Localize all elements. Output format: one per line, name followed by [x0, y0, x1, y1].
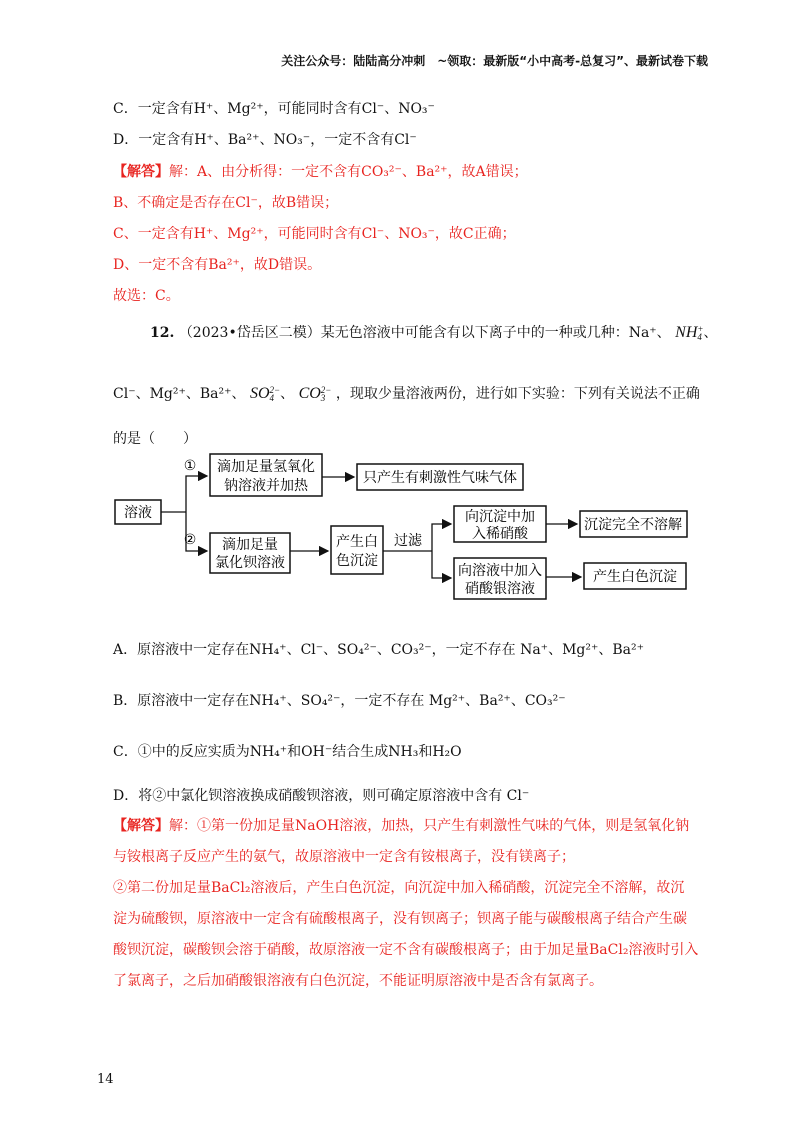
question-number: 12. — [150, 325, 175, 341]
answer-2-line-5: 了氯离子，之后加硝酸银溶液有白色沉淀，不能证明原溶液中是否含有氯离子。 — [113, 973, 603, 989]
page-header: 关注公众号：陆陆高分冲刺 ~领取：最新版“小中高考-总复习”、最新试卷下载 — [281, 54, 708, 68]
flow-naoh-line-2: 钠溶液并加热 — [224, 478, 308, 494]
question-ions: Cl⁻、Mg²⁺、Ba²⁺、 — [113, 386, 246, 402]
carbonate-formula: CO 2− 3 — [298, 385, 332, 404]
answer-2-tag: 【解答】 — [113, 818, 169, 834]
answer-2-text-0: 解：①第一份加足量NaOH溶液，加热，只产生有刺激性气味的气体，则是氢氧化钠 — [169, 818, 690, 834]
option-d-prev: D．一定含有H⁺、Ba²⁺、NO₃⁻，一定不含有Cl⁻ — [113, 132, 417, 148]
flow-precipitate-line-2: 色沉淀 — [336, 553, 378, 569]
flow-step2-label: ② — [183, 532, 197, 548]
question-stem: （2023•岱岳区二模）某无色溶液中可能含有以下离子中的一种或几种：Na⁺、 — [178, 325, 671, 341]
ammonium-formula: NH + 4 — [675, 324, 704, 343]
flow-acid-result: 沉淀完全不溶解 — [584, 517, 682, 533]
sulfate-formula: SO 2− 4 — [249, 385, 281, 404]
page-number: 14 — [97, 1072, 114, 1087]
option-d: D．将②中氯化钡溶液换成硝酸钡溶液，则可确定原溶液中含有 Cl⁻ — [113, 788, 530, 804]
flow-acid-line-2: 入稀硝酸 — [472, 526, 528, 542]
flow-silver-line-1: 向溶液中加入 — [458, 563, 542, 579]
answer-2-line-3: 淀为硫酸钡，原溶液中一定含有硫酸根离子，没有钡离子；钡离子能与碳酸根离子结合产生碳 — [113, 911, 687, 927]
answer-2-line-2: ②第二份加足量BaCl₂溶液后，产生白色沉淀，向沉淀中加入稀硝酸，沉淀完全不溶解，故沉 — [113, 880, 685, 896]
flow-step1-label: ① — [183, 458, 197, 474]
option-c: C．①中的反应实质为NH₄⁺和OH⁻结合生成NH₃和H₂O — [113, 744, 462, 760]
flow-filter-label: 过滤 — [394, 533, 422, 549]
flow-gas-result: 只产生有刺激性气味气体 — [363, 470, 517, 486]
answer-1-text-0: 解：A、由分析得：一定不含有CO₃²⁻、Ba²⁺，故A错误； — [169, 164, 528, 180]
answer-1-line-4: 故选：C。 — [113, 288, 180, 304]
flow-naoh-line-1: 滴加足量氢氧化 — [217, 459, 315, 475]
option-b: B．原溶液中一定存在NH₄⁺、SO₄²⁻，一定不存在 Mg²⁺、Ba²⁺、CO₃²⁻ — [113, 693, 566, 709]
flow-acid-line-1: 向沉淀中加 — [465, 509, 535, 525]
answer-2-line-1: 与铵根离子反应产生的氨气，故原溶液中一定含有铵根离子，没有镁离子； — [113, 849, 575, 865]
flow-bacl2-line-2: 氯化钡溶液 — [215, 555, 285, 571]
flow-silver-result: 产生白色沉淀 — [593, 569, 677, 585]
answer-1-line-3: D、一定不含有Ba²⁺，故D错误。 — [113, 257, 322, 273]
option-c-prev: C．一定含有H⁺、Mg²⁺，可能同时含有Cl⁻、NO₃⁻ — [113, 101, 435, 117]
answer-1-line-2: C、一定含有H⁺、Mg²⁺，可能同时含有Cl⁻、NO₃⁻，故C正确； — [113, 226, 516, 242]
option-a: A．原溶液中一定存在NH₄⁺、Cl⁻、SO₄²⁻、CO₃²⁻，一定不存在 Na⁺、Mg²⁺、Ba²⁺ — [113, 642, 645, 658]
answer-1-line-0 — [113, 163, 528, 181]
question-line-1: 12. （2023•岱岳区二模）某无色溶液中可能含有以下离子中的一种或几种：Na⁺、 NH + 4 、 — [150, 324, 718, 343]
question-tail: ，现取少量溶液两份，进行如下实验：下列有关说法不正确 — [335, 386, 700, 402]
answer-2-line-0 — [113, 817, 689, 835]
question-line-2: Cl⁻、Mg²⁺、Ba²⁺、 SO 2− 4 、 CO 2− 3 ，现取少量溶液两份，进行如下实验：下列有关说法不正确 — [113, 385, 700, 404]
flow-precipitate-line-1: 产生白 — [336, 534, 378, 550]
answer-1-tag: 【解答】 — [113, 164, 169, 180]
answer-1-line-1: B、不确定是否存在Cl⁻，故B错误； — [113, 195, 339, 211]
question-line-3: 的是（ ） — [113, 431, 197, 447]
answer-2-line-4: 酸钡沉淀，碳酸钡会溶于硝酸，故原溶液一定不含有碳酸根离子；由于加足量BaCl₂溶液时引入 — [113, 942, 699, 958]
flow-bacl2-line-1: 滴加足量 — [222, 537, 278, 553]
flow-silver-line-2: 硝酸银溶液 — [465, 581, 535, 597]
flow-start-label: 溶液 — [124, 505, 152, 521]
